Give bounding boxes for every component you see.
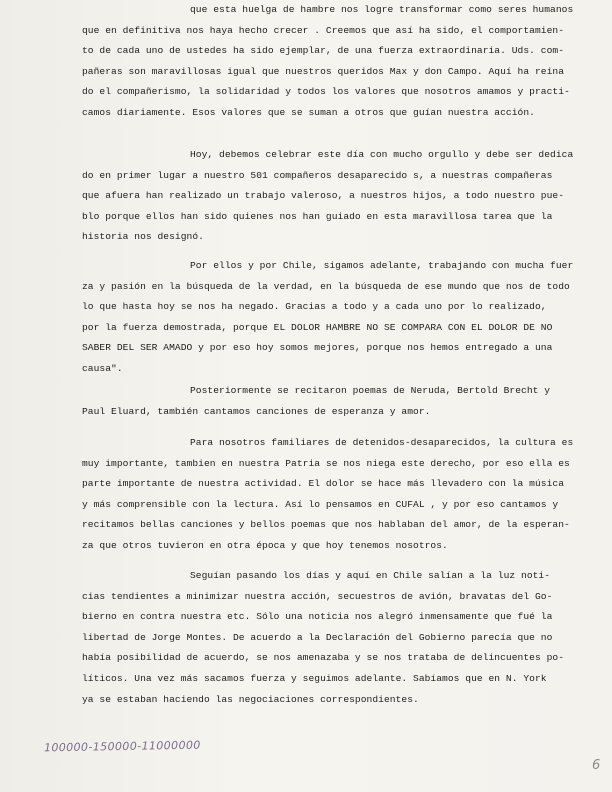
text-line: do el compañerismo, la solidaridad y todos los valores que nosotros amamos y practi-: [82, 86, 570, 98]
text-line: Hoy, debemos celebrar este día con mucho orgullo y debe ser dedica: [190, 149, 574, 160]
text-line: había posibilidad de acuerdo, se nos amenazaba y se nos trataba de delincuentes po-: [82, 652, 564, 664]
paragraph-1: [82, 0, 582, 124]
text-line: Por ellos y por Chile, sigamos adelante, trabajando con mucha fuer: [190, 260, 574, 271]
text-line: do en primer lugar a nuestro 501 compañeros desaparecido s, a nuestras compañeras: [82, 169, 553, 181]
page-mark: 6: [592, 758, 601, 773]
text-line: Paul Eluard, también cantamos canciones de esperanza y amor.: [82, 405, 431, 417]
text-line: que afuera han realizado un trabajo valeroso, a nuestros hijos, a todo nuestro pue-: [82, 190, 564, 202]
text-line: muy importante, tambien en nuestra Patria se nos niega este derecho, por eso ella es: [82, 457, 570, 469]
text-line: que en definitiva nos haya hecho crecer . Creemos que así ha sido, el comportamien-: [82, 24, 564, 36]
paragraph-4: [82, 381, 582, 422]
text-line: lo que hasta hoy se nos ha negado. Gracias a todo y a cada uno por lo realizado,: [82, 301, 547, 313]
text-line: líticos. Una vez más sacamos fuerza y seguimos adelante. Sabíamos que en N. York: [82, 672, 547, 684]
text-line: y más comprensible con la lectura. Así lo pensamos en CUFAL , y por eso cantamos y: [82, 498, 559, 510]
text-line: cias tendientes a minimizar nuestra acción, secuestros de avión, bravatas del Go-: [82, 590, 553, 602]
text-line: camos diariamente. Esos valores que se suman a otros que guían nuestra acción.: [82, 106, 535, 118]
text-line: que esta huelga de hambre nos logre transformar como seres humanos: [190, 4, 574, 15]
handwritten-note: 100000-150000-11000000: [43, 738, 201, 755]
text-line: blo porque ellos han sido quienes nos han guiado en esta maravillosa tarea que la: [82, 210, 553, 222]
text-line: recitamos bellas canciones y bellos poemas que nos hablaban del amor, de la esperan-: [82, 519, 570, 531]
text-line: Seguían pasando los días y aquí en Chile salían a la luz noti-: [190, 570, 551, 581]
text-line: ya se estaban haciendo las negociaciones correspondientes.: [82, 693, 419, 705]
text-line: SABER DEL SER AMADO y por eso hoy somos mejores, porque nos hemos entregado a una: [82, 342, 553, 354]
text-line: pañeras son maravillosas igual que nuestros queridos Max y don Campo. Aquí ha reina: [82, 65, 564, 77]
text-line: bierno en contra nuestra etc. Sólo una noticia nos alegró inmensamente que fué la: [82, 611, 553, 623]
paragraph-5: [82, 433, 582, 557]
paragraph-6: [82, 566, 582, 710]
text-line: za que otros tuvieron en otra época y que hoy tenemos nosotros.: [82, 539, 448, 551]
text-line: causa".: [82, 362, 123, 374]
text-line: za y pasión en la búsqueda de la verdad, en la búsqueda de ese mundo que nos de todo: [82, 280, 570, 292]
text-line: Posteriormente se recitaron poemas de Neruda, Bertold Brecht y: [190, 385, 551, 396]
paragraph-2: [82, 145, 582, 248]
text-line: Para nosotros familiares de detenidos-desaparecidos, la cultura es: [190, 437, 574, 448]
text-line: por la fuerza demostrada, porque EL DOLOR HAMBRE NO SE COMPARA CON EL DOLOR DE NO: [82, 321, 553, 333]
text-line: historia nos designó.: [82, 231, 204, 243]
text-line: libertad de Jorge Montes. De acuerdo a la Declaración del Gobierno parecía que no: [82, 631, 553, 643]
text-line: parte importante de nuestra actividad. El dolor se hace más llevadero con la música: [82, 478, 564, 490]
text-line: to de cada uno de ustedes ha sido ejemplar, de una fuerza extraordinaria. Uds. com-: [82, 45, 564, 57]
paragraph-3: [82, 256, 582, 380]
